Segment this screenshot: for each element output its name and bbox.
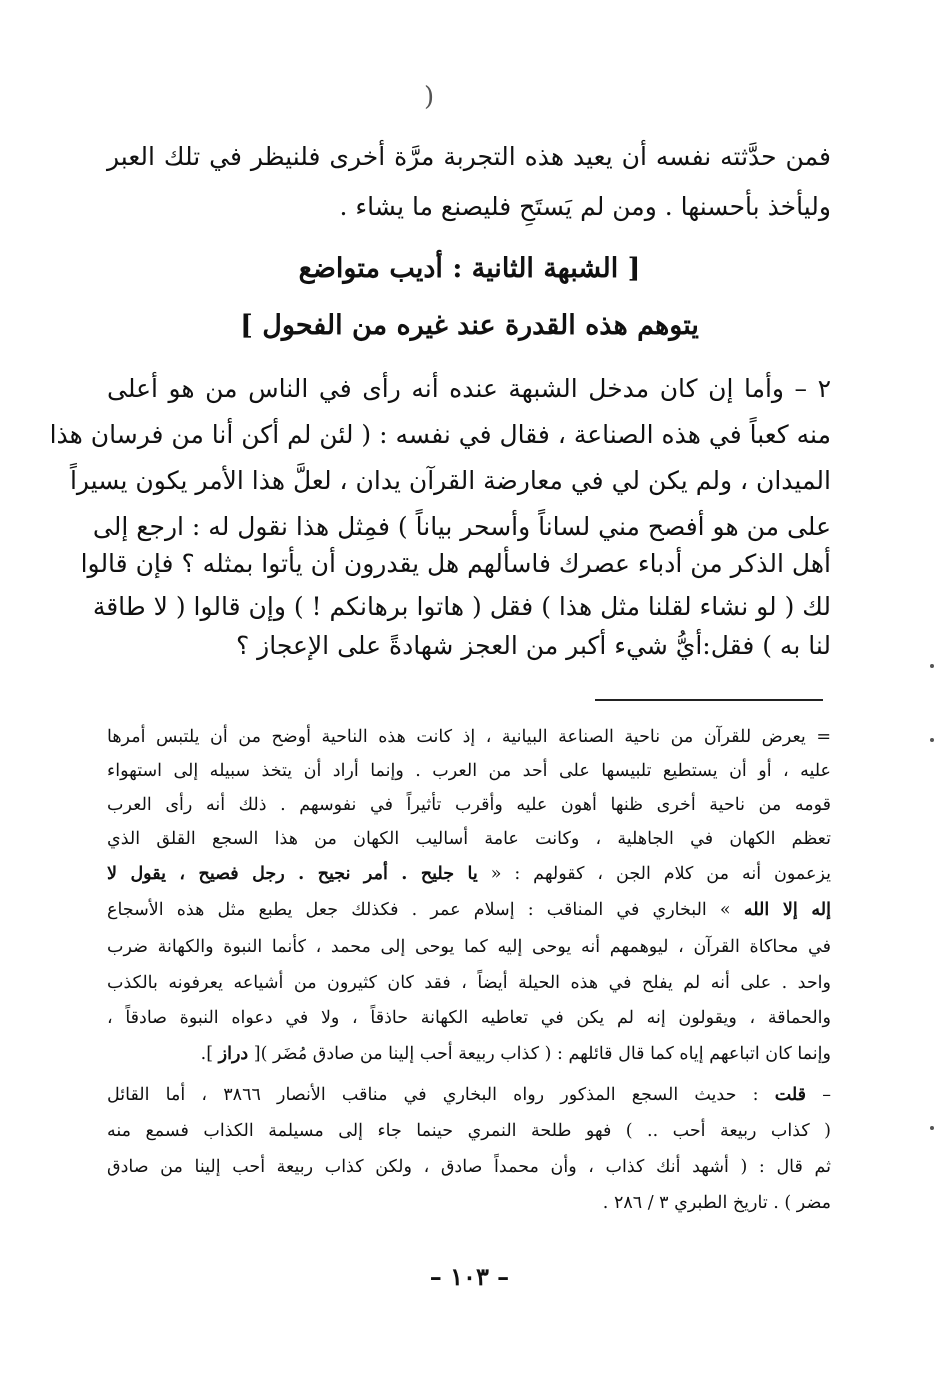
paragraph-2-line-2: منه كعباً في هذه الصناعة ، فقال في نفسه : ( لئن لم أكن أنا من فرسان هذا <box>49 420 831 449</box>
section-heading-line-1: [ الشبهة الثانية : أديب متواضع <box>298 253 641 284</box>
paragraph-2-line-5: أهل الذكر من أدباء عصرك فاسألهم هل يقدرون أن يأتوا بمثله ؟ فإن قالوا <box>80 549 831 578</box>
page-number: – ١٠٣ – <box>429 1262 510 1291</box>
footnote-line-12: ( كذاب ربيعة أحب .. ) فهو طلحة النمري حينما جاء إلى مسيلمة الكذاب فسمع منه <box>107 1121 831 1141</box>
footnote-line-2: عليه ، أو أن يستطيع تلبيسها على أحد من العرب . وإنما أراد أن يتخذ سبيله إلى استهواء <box>107 761 831 781</box>
footnote-line-14: مضر ) . تاريخ الطبري ٣ / ٢٨٦ . <box>602 1193 831 1213</box>
footnote-line-10-close: ]. <box>200 1044 214 1064</box>
footnote-separator <box>595 699 823 701</box>
footnote-line-5 <box>107 864 831 885</box>
footnote-line-11 <box>107 1085 831 1106</box>
footnote-line-10 <box>107 1044 831 1065</box>
footnote-line-6-quote: إله إلا الله <box>743 900 831 920</box>
footnote-line-6-text: » البخاري في المناقب : إسلام عمر . فكذلك جعل يطبع مثل هذه الأسجاع <box>107 900 731 920</box>
scan-mark-dot <box>930 1126 934 1130</box>
paragraph-2-line-3: الميدان ، ولم يكن لي في معارضة القرآن يدان ، لعلَّ هذا الأمر يكون يسيراً <box>69 466 831 495</box>
footnote-line-13: ثم قال : ( أشهد أنك كذاب ، وأن محمداً صادق ، ولكن كذاب ربيعة أحب إلينا من صادق <box>107 1157 831 1177</box>
footnote-line-10-source: دراز <box>218 1044 249 1064</box>
paragraph-2-line-4: على من هو أفصح مني لساناً وأسحر بياناً ) فمِثل هذا نقول له : ارجع إلى <box>92 512 831 541</box>
section-heading-line-2: يتوهم هذه القدرة عند غيره من الفحول ] <box>240 310 699 341</box>
footnote-line-4: تعظم الكهان في الجاهلية ، وكانت عامة أساليب الكهان من هذا السجع القلق الذي <box>107 829 831 849</box>
footnote-line-5-quote: يا جليح . أمر نجيح . رجل فصيح ، يقول لا <box>107 864 478 884</box>
footnote-line-11-label: قلت <box>774 1085 807 1105</box>
footnote-line-8: واحد . على أنه لم يفلح في هذه الحيلة أيضاً ، فقد كان كثيرون من أشياعه يعرفونه بالكذب <box>107 973 831 993</box>
footnote-line-3: قومه من ناحية أخرى ظنها أهون عليه وأقرب تأثيراً في نفوسهم . ذلك أنه رأى العرب <box>107 795 831 815</box>
footnote-line-5-text: يزعمون أنه من كلام الجن ، كقولهم : « <box>490 864 831 884</box>
paragraph-2-line-7: لنا به ) فقل:أيُّ شيء أكبر من العجز شهادةً على الإعجاز ؟ <box>235 631 831 660</box>
footnote-line-7: في محاكاة القرآن ، ليوهمهم أنه يوحى إليه كما يوحى إلى محمد ، كأنما النبوة والكهانة ضرب <box>107 937 831 957</box>
footnote-line-6 <box>107 900 831 921</box>
paragraph-2-line-1: ٢ – وأما إن كان مدخل الشبهة عنده أنه رأى في الناس من هو أعلى <box>107 374 831 403</box>
paragraph-2-line-6: لك ( لو نشاء لقلنا مثل هذا ) فقل ( هاتوا برهانكم ! ) وإن قالوا ( لا طاقة <box>92 592 831 621</box>
paragraph-1-line-2: وليأخذ بأحسنها . ومن لم يَستَحِ فليصنع ما يشاء . <box>339 192 831 221</box>
paragraph-1-line-1: فمن حدَّثته نفسه أن يعيد هذه التجربة مرَّة أخرى فلنيظر في تلك العبر <box>107 142 831 171</box>
footnote-line-11-text: : حديث السجع المذكور رواه البخاري في مناقب الأنصار ٣٨٦٦ ، أما القائل <box>107 1085 759 1105</box>
footnote-line-9: والحماقة ، ويقولون إنه لم يكن في تعاطيه الكهانة حاذقاً ، ولا في دعواه النبوة صادقاً ، <box>107 1008 831 1028</box>
footnote-line-1: = يعرض للقرآن من ناحية الصناعة البيانية ، إذ كانت هذه الناحية أوضح من أن يلتبس أمرها <box>107 727 831 747</box>
footnote-line-10-text: وإنما كان اتباعهم إياه كما قال قائلهم : ( كذاب ربيعة أحب إلينا من صادق مُضَر )[ <box>253 1044 831 1064</box>
stray-parenthesis-mark: ( <box>424 82 435 112</box>
scan-mark-dot <box>930 738 934 742</box>
footnote-line-11-dash: – <box>822 1085 831 1105</box>
scan-mark-dot <box>930 664 934 668</box>
